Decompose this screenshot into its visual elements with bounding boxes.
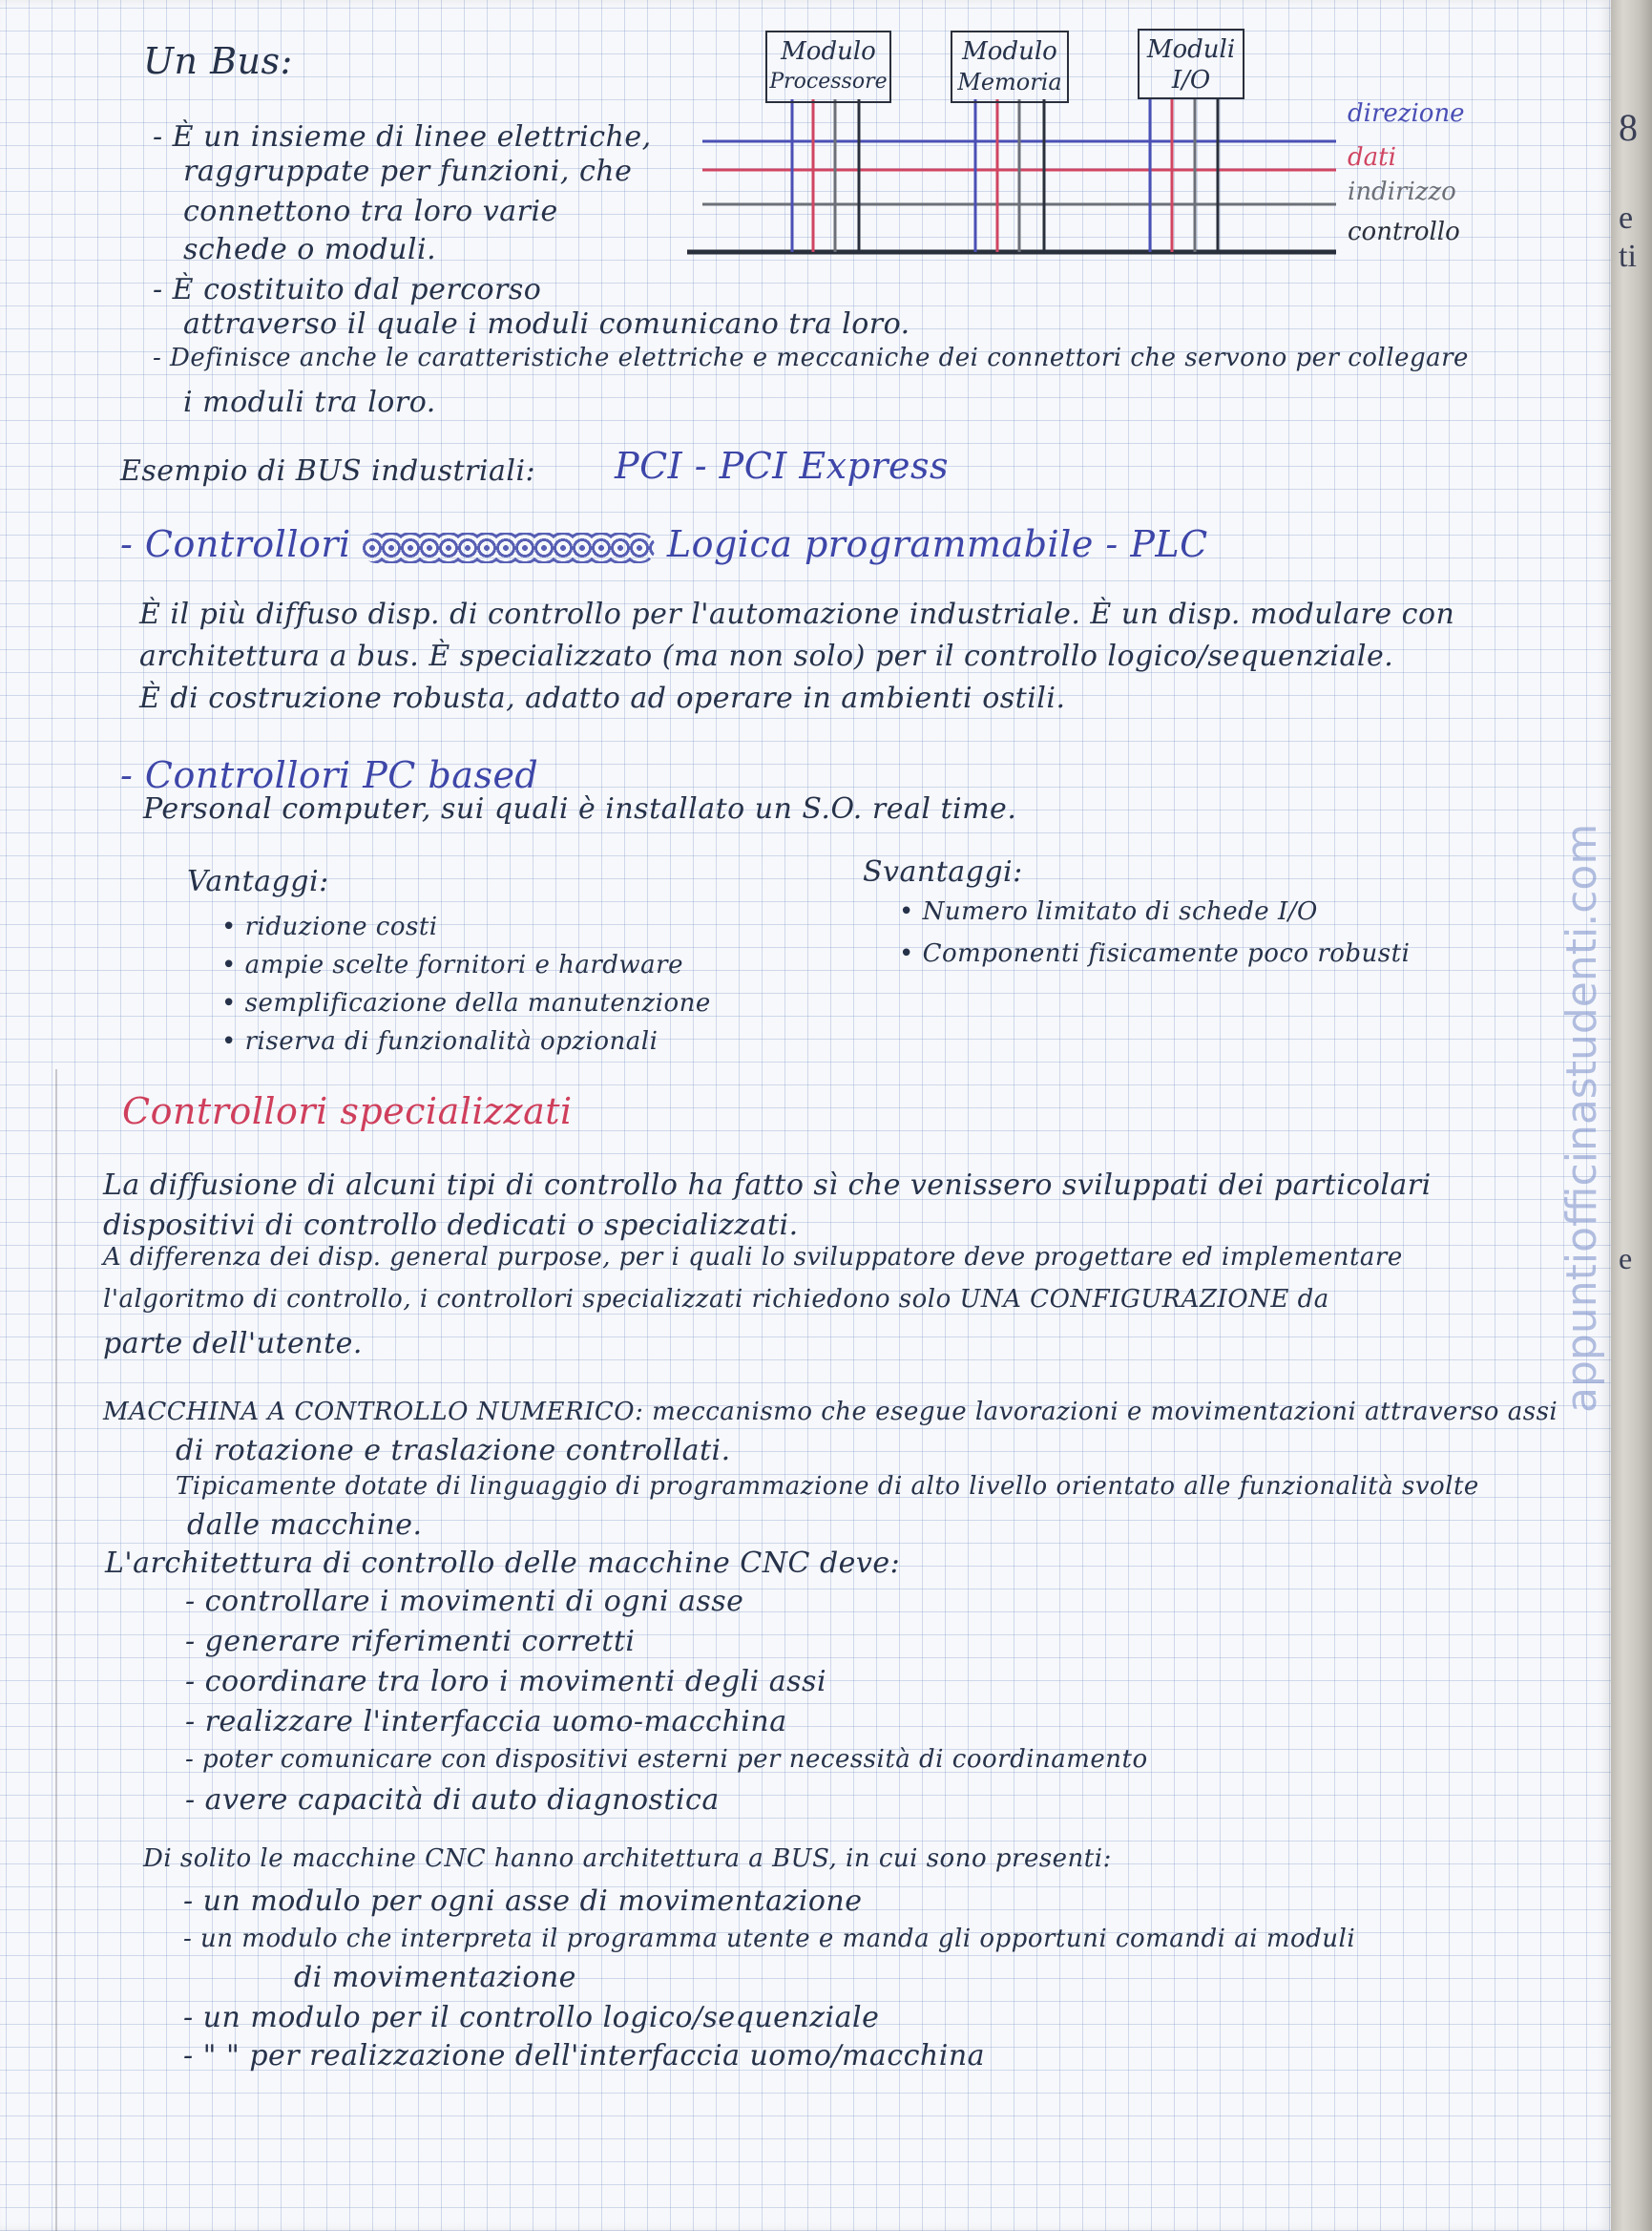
specialized-line-5: parte dell'utente. <box>103 1327 363 1360</box>
cnc-line-1: MACCHINA A CONTROLLO NUMERICO: meccanismo che esegue lavorazioni e movimentazioni attraverso assi <box>103 1398 1558 1426</box>
cnc-arch-intro: L'architettura di controllo delle macchine CNC deve: <box>105 1547 901 1580</box>
cnc-arch-item: - poter comunicare con dispositivi esterni per necessità di coordinamento <box>185 1745 1148 1774</box>
binding-mark: 8 <box>1619 106 1638 149</box>
plc-heading-prefix: - Controllori <box>120 523 351 565</box>
cnc-arch-item: - realizzare l'interfaccia uomo-macchina <box>185 1705 787 1738</box>
pc-based-heading: - Controllori PC based <box>120 754 539 796</box>
binding-mark: ti <box>1619 239 1637 274</box>
cnc-arch-item: - avere capacità di auto diagnostica <box>185 1783 720 1817</box>
module-memoria <box>951 31 1069 103</box>
specialized-line-3: A differenza dei disp. general purpose, per i quali lo sviluppatore deve progettare ed implementare <box>103 1243 1403 1272</box>
advantage-item: • riduzione costi <box>221 913 438 941</box>
bus-bullet-3-line2: i moduli tra loro. <box>183 386 436 419</box>
plc-heading <box>120 523 1208 565</box>
module-memoria-line1: Modulo <box>962 37 1057 66</box>
advantage-text: semplificazione della manutenzione <box>244 989 711 1018</box>
bus-label-dati: dati <box>1348 143 1396 172</box>
specialized-line-1: La diffusione di alcuni tipi di controllo ha fatto sì che venissero sviluppati dei particolari <box>103 1168 1432 1202</box>
cnc-bus-item: - un modulo per ogni asse di movimentazione <box>183 1884 863 1918</box>
scribbled-out-text <box>363 533 655 563</box>
bus-bullet-3-line1: - Definisce anche le caratteristiche elettriche e meccaniche dei connettori che servono per collegare <box>153 344 1469 372</box>
pc-based-line-1: Personal computer, sui quali è installato un S.O. real time. <box>143 792 1017 826</box>
plc-line-3: È di costruzione robusta, adatto ad operare in ambienti ostili. <box>139 682 1066 715</box>
disadvantage-text: Numero limitato di schede I/O <box>922 897 1318 926</box>
module-io <box>1138 29 1244 99</box>
bus-bullet-1-line4: schede o moduli. <box>183 233 437 266</box>
bus-bullet-2-line2: attraverso il quale i moduli comunicano tra loro. <box>183 307 910 341</box>
disadvantage-item: • Componenti fisicamente poco robusti <box>899 939 1411 968</box>
cnc-arch-item: - coordinare tra loro i movimenti degli assi <box>185 1665 827 1698</box>
advantage-text: ampie scelte fornitori e hardware <box>244 951 683 979</box>
specialized-heading: Controllori specializzati <box>122 1090 573 1132</box>
cnc-bus-item: - un modulo per il controllo logico/sequenziale <box>183 2001 880 2034</box>
bus-diagram <box>668 19 1336 277</box>
advantage-item: • ampie scelte fornitori e hardware <box>221 951 683 979</box>
bus-label-direzione: direzione <box>1348 99 1465 128</box>
specialized-line-4: l'algoritmo di controllo, i controllori specializzati richiedono solo UNA CONFIGURAZIONE da <box>103 1285 1329 1314</box>
binding-mark: e <box>1619 200 1634 236</box>
cnc-line-3: Tipicamente dotate di linguaggio di programmazione di alto livello orientato alle funzionalità svolte <box>176 1472 1479 1501</box>
bus-bullet-2-line1: - È costituito dal percorso <box>153 273 542 306</box>
cnc-bus-item: - un modulo che interpreta il programma utente e manda gli opportuni comandi ai moduli <box>183 1925 1356 1953</box>
bus-examples-value: PCI - PCI Express <box>615 445 950 487</box>
bus-examples-label: Esempio di BUS industriali: <box>120 454 536 488</box>
cnc-arch-item: - controllare i movimenti di ogni asse <box>185 1585 744 1618</box>
module-io-line1: Moduli <box>1146 35 1236 64</box>
notebook-binding <box>1611 0 1652 2231</box>
disadvantage-item: • Numero limitato di schede I/O <box>899 897 1318 926</box>
module-processore-line2: Processore <box>769 70 888 94</box>
plc-line-1: È il più diffuso disp. di controllo per l'automazione industriale. È un disp. modulare con <box>139 598 1455 631</box>
bus-bullet-1-line1: - È un insieme di linee elettriche, <box>153 120 652 154</box>
bus-bullet-1-line2: raggruppate per funzioni, che <box>183 155 633 188</box>
cnc-line-4: dalle macchine. <box>187 1508 423 1542</box>
cnc-line-2: di rotazione e traslazione controllati. <box>176 1434 731 1467</box>
advantage-text: riserva di funzionalità opzionali <box>244 1027 659 1056</box>
page-title: Un Bus: <box>143 40 293 82</box>
page-fold <box>55 1069 57 2231</box>
module-io-line2: I/O <box>1171 66 1211 95</box>
advantages-title: Vantaggi: <box>187 865 329 898</box>
plc-heading-suffix: Logica programmabile - PLC <box>666 523 1208 565</box>
bus-label-controllo: controllo <box>1348 218 1460 246</box>
module-processore <box>765 31 891 103</box>
binding-mark: e <box>1619 1241 1633 1275</box>
watermark: appuntiofficinastudenti.com <box>1558 823 1606 1413</box>
module-memoria-line2: Memoria <box>957 69 1062 95</box>
cnc-bus-intro: Di solito le macchine CNC hanno architettura a BUS, in cui sono presenti: <box>143 1844 1112 1873</box>
cnc-bus-item: - " " per realizzazione dell'interfaccia uomo/macchina <box>183 2039 986 2073</box>
plc-line-2: architettura a bus. È specializzato (ma non solo) per il controllo logico/sequenziale. <box>139 640 1394 673</box>
disadvantage-text: Componenti fisicamente poco robusti <box>922 939 1411 968</box>
specialized-line-2: dispositivi di controllo dedicati o specializzati. <box>103 1209 799 1242</box>
advantage-item: • semplificazione della manutenzione <box>221 989 711 1018</box>
bus-label-indirizzo: indirizzo <box>1348 178 1456 206</box>
cnc-arch-item: - generare riferimenti corretti <box>185 1625 636 1658</box>
advantage-text: riduzione costi <box>244 913 438 941</box>
cnc-bus-item: di movimentazione <box>294 1961 576 1994</box>
bus-bullet-1-line3: connettono tra loro varie <box>183 195 558 228</box>
advantage-item: • riserva di funzionalità opzionali <box>221 1027 659 1056</box>
module-processore-line1: Modulo <box>781 37 876 66</box>
disadvantages-title: Svantaggi: <box>863 855 1023 889</box>
